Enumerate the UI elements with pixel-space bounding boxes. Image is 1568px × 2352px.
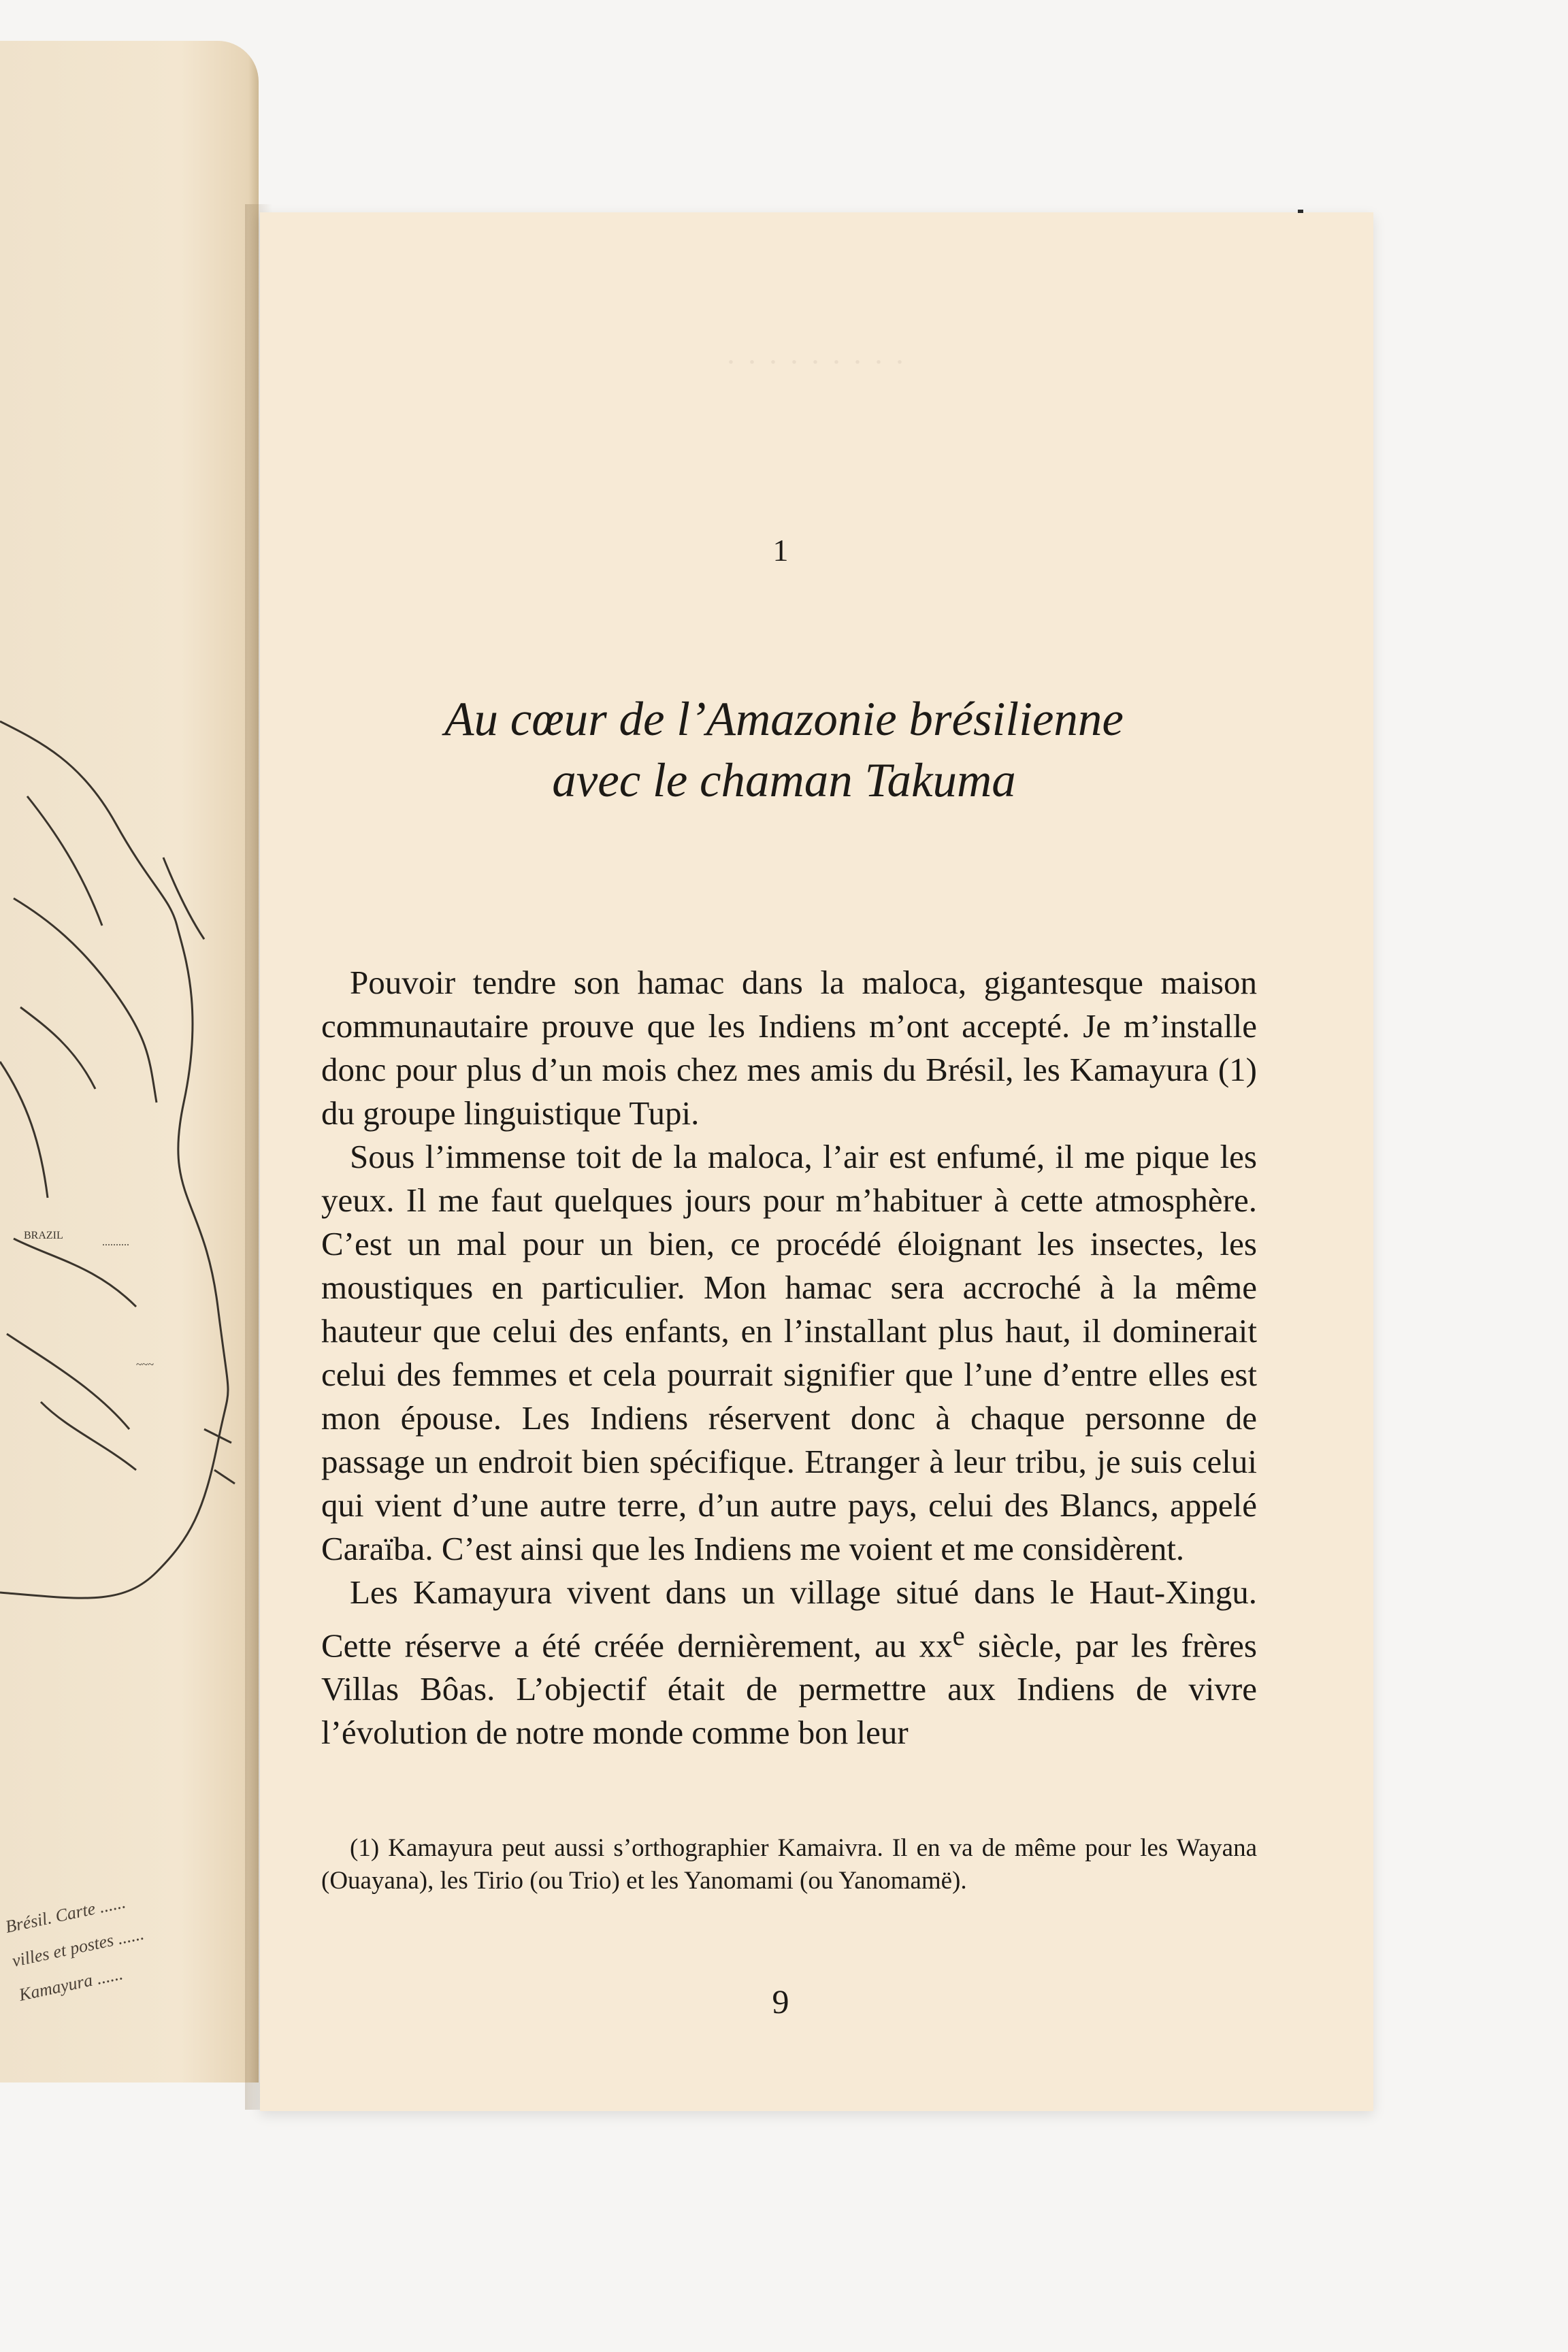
footnote: (1) Kamayura peut aussi s’orthographier Kamaivra. Il en va de même pour les Wayana (Ouayana), les Tirio (ou Trio) et les Yanomami (ou Yanomamë). [321, 1834, 1257, 1895]
paragraph-2: Sous l’immense toit de la maloca, l’air est enfumé, il me pique les yeux. Il me faut quelques jours pour m’habituer à cette atmosphère. C’est un mal pour un bien, ce procédé éloignant les insectes, les moustiques en particulier. Mon hamac sera accroché à la même hauteur que celui des enfants, en l’installant plus haut, il dominerait celui des femmes et cela pourrait signifier que l’une d’entre elles est mon épouse. Les Indiens réservent donc à chaque personne de passage un endroit bien spécifique. Etranger à leur tribu, je suis celui qui vient d’une autre terre, d’un autre pays, celui des Blancs, appelé Caraïba. C’est ainsi que les Indiens me voient et me considèrent. [321, 1138, 1257, 1567]
svg-text:~~~: ~~~ [136, 1359, 154, 1371]
svg-text:Kamayura ......: Kamayura ...... [17, 1963, 125, 2005]
book-page [260, 212, 1373, 2111]
page-number: 9 [772, 1982, 789, 2021]
paragraph-3-end: siècle, par les frères Villas Bôas. L’objectif était de permettre aux Indiens de vivre l’évolution de notre monde comme bon leur [321, 1627, 1258, 1752]
show-through-text: . . . . . . . . . [727, 336, 906, 370]
century-numeral: xx [919, 1627, 953, 1665]
paragraph-1: Pouvoir tendre son hamac dans la maloca, gigantesque maison communautaire prouve que les Indiens m’ont accepté. Je m’installe donc pour plus d’un mois chez mes amis du Brésil, les Kamayura (1) du groupe linguistique Tupi. [321, 964, 1257, 1132]
facing-page [0, 41, 259, 2082]
corner-mark [1298, 210, 1303, 213]
chapter-number: 1 [772, 533, 789, 568]
map-illustration [0, 41, 259, 2082]
svg-text:BRAZIL: BRAZIL [24, 1230, 63, 1241]
paragraph-3 [321, 1571, 1257, 1754]
svg-text:villes et postes ......: villes et postes ...... [10, 1923, 146, 1971]
chapter-title-line-2: avec le chaman Takuma [552, 754, 1016, 807]
paragraph-3-start: Les Kamayura vivent dans un village situé dans le Haut-Xingu. Cette réserve a été créée dernièrement, au [321, 1573, 1257, 1665]
svg-text:Brésil. Carte ......: Brésil. Carte ...... [3, 1892, 128, 1937]
chapter-title-line-1: Au cœur de l’Amazonie brésilienne [444, 693, 1124, 746]
chapter-title [301, 689, 1267, 811]
century-superscript: e [952, 1620, 965, 1651]
svg-text:..........: .......... [102, 1237, 129, 1248]
body-text [321, 961, 1257, 1754]
